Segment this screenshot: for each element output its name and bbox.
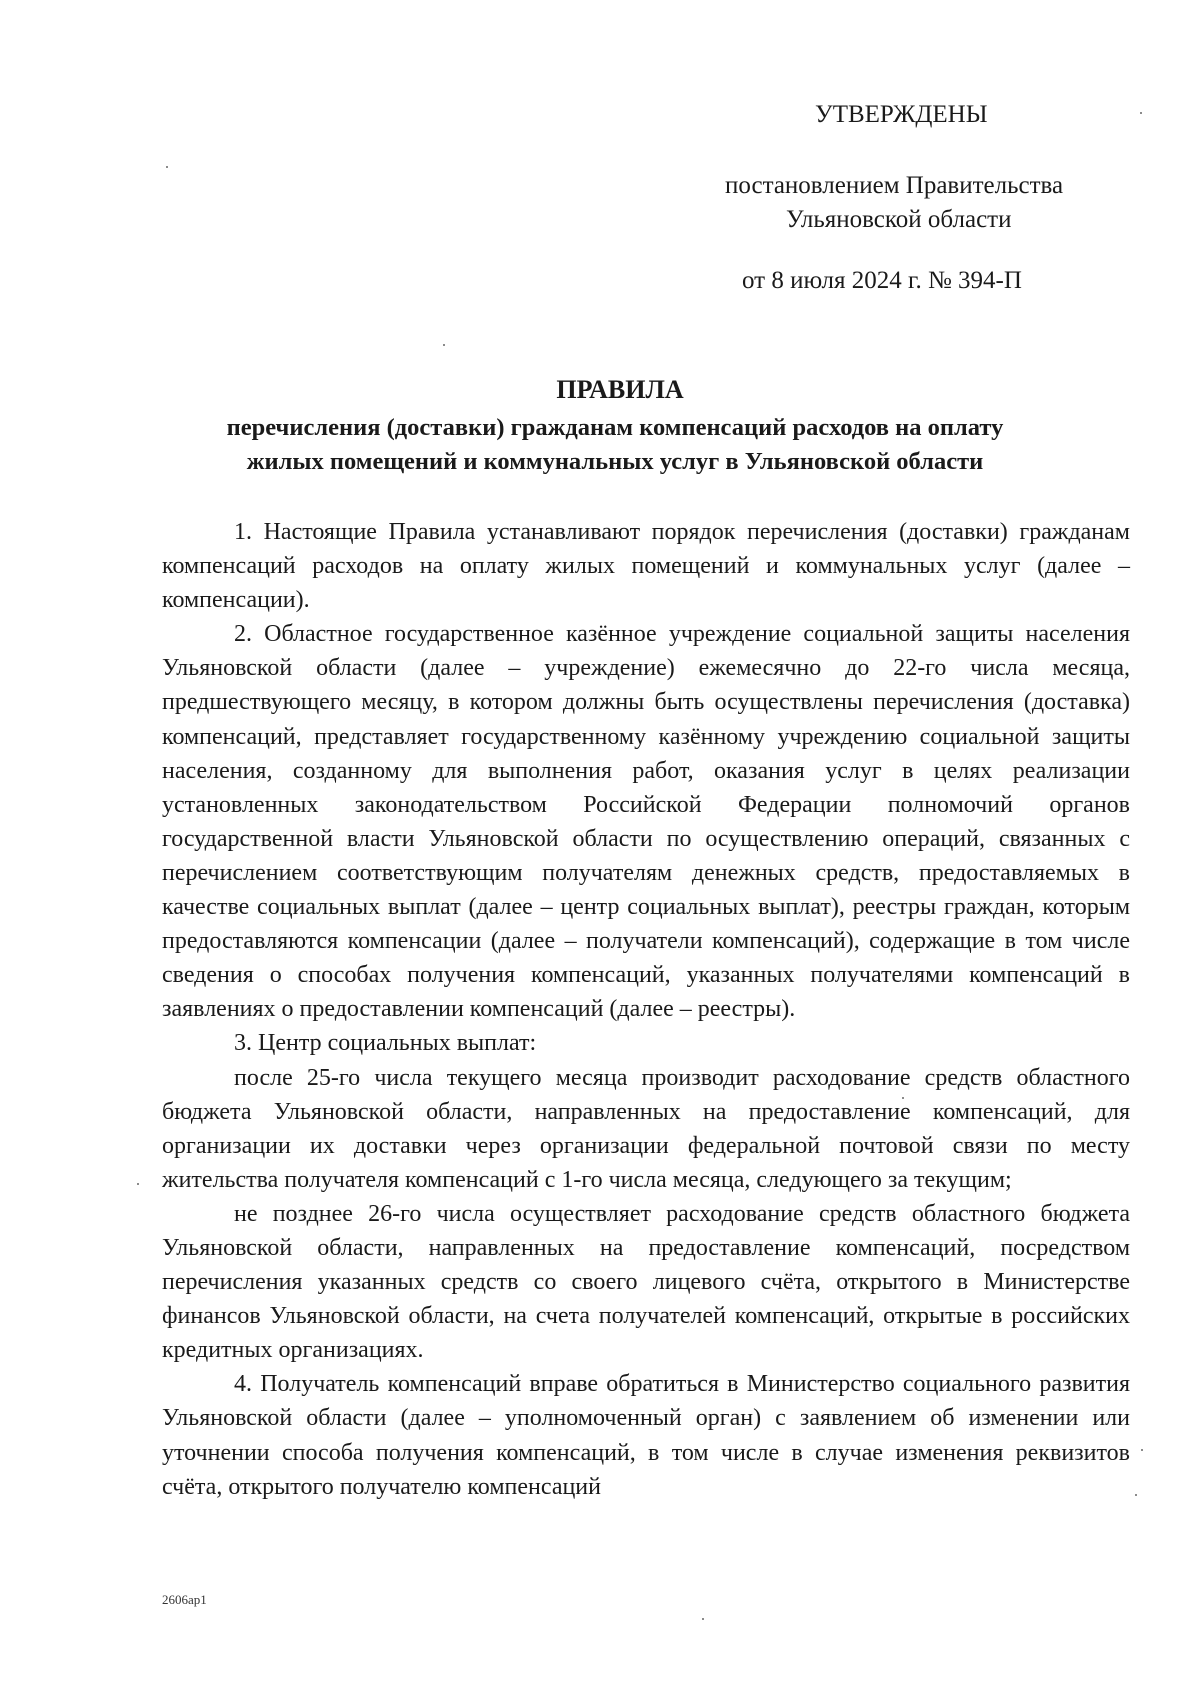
paragraph-3-item-1: после 25-го числа текущего месяца производит расходование средств областного бюджета Ульяновской области, направленных на предоставление компенсаций, для организации их доставки через организации федеральной почтовой связи по месту жительства получателя компенсаций с 1-го числа месяца, следующего за текущим; <box>162 1064 1130 1193</box>
paragraph-3: 3. Центр социальных выплат: <box>234 1030 537 1057</box>
scan-speck <box>1135 1494 1137 1496</box>
document-subtitle-line-1: перечисления (доставки) гражданам компенсаций расходов на оплату <box>226 414 1004 441</box>
scan-speck <box>166 166 168 168</box>
scan-speck <box>902 1097 904 1099</box>
document-title: ПРАВИЛА <box>556 375 684 404</box>
approval-authority-line-2: Ульяновской области <box>786 206 1012 233</box>
scan-speck <box>702 1618 704 1620</box>
paragraph-3-item-2: не позднее 26-го числа осуществляет расходование средств областного бюджета Ульяновской области, направленных на предоставление компенсаций, посредством перечисления указанных средств со своего лицевого счёта, открытого в Министерстве финансов Ульяновской области, на счета получателей компенсаций, открытые в российских кредитных организациях. <box>162 1200 1130 1364</box>
scan-speck <box>1140 112 1142 114</box>
paragraph-2: 2. Областное государственное казённое учреждение социальной защиты населения Ульяновской области (далее – учреждение) ежемесячно до 22-го числа месяца, предшествующего месяцу, в котором должны быть осуществлены перечисления (доставка) компенсаций, представляет государственному казённому учреждению социальной защиты населения, созданному для выполнения работ, оказания услуг в целях реализации установленных законодательством Российской Федерации полномочий органов государственной власти Ульяновской области по осуществлению операций, связанных с перечислением соответствующим получателям денежных средств, предоставляемых в качестве социальных выплат (далее – центр социальных выплат), реестры граждан, которым предоставляются компенсации (далее – получатели компенсаций), содержащие в том числе сведения о способах получения компенсаций, указанных получателями компенсаций в заявлениях о предоставлении компенсаций (далее – реестры). <box>162 621 1130 1023</box>
document-subtitle-line-2: жилых помещений и коммунальных услуг в Ульяновской области <box>246 448 984 475</box>
paragraph-1: 1. Настоящие Правила устанавливают порядок перечисления (доставки) гражданам компенсаций расходов на оплату жилых помещений и коммунальных услуг (далее – компенсации). <box>162 519 1130 614</box>
approval-authority-line-1: постановлением Правительства <box>725 172 1064 199</box>
scan-speck <box>137 1183 139 1185</box>
document-body <box>162 515 1130 1504</box>
approval-date: от 8 июля 2024 г. № 394-П <box>742 267 1022 294</box>
approval-heading: УТВЕРЖДЕНЫ <box>815 101 988 128</box>
paragraph-4: 4. Получатель компенсаций вправе обратиться в Министерство социального развития Ульяновской области (далее – уполномоченный орган) с заявлением об изменении или уточнении способа получения компенсаций, в том числе в случае изменения реквизитов счёта, открытого получателю компенсаций <box>162 1371 1130 1500</box>
page-code: 2606ap1 <box>162 1592 207 1607</box>
scan-speck <box>443 344 445 346</box>
scan-speck <box>1141 1449 1143 1451</box>
